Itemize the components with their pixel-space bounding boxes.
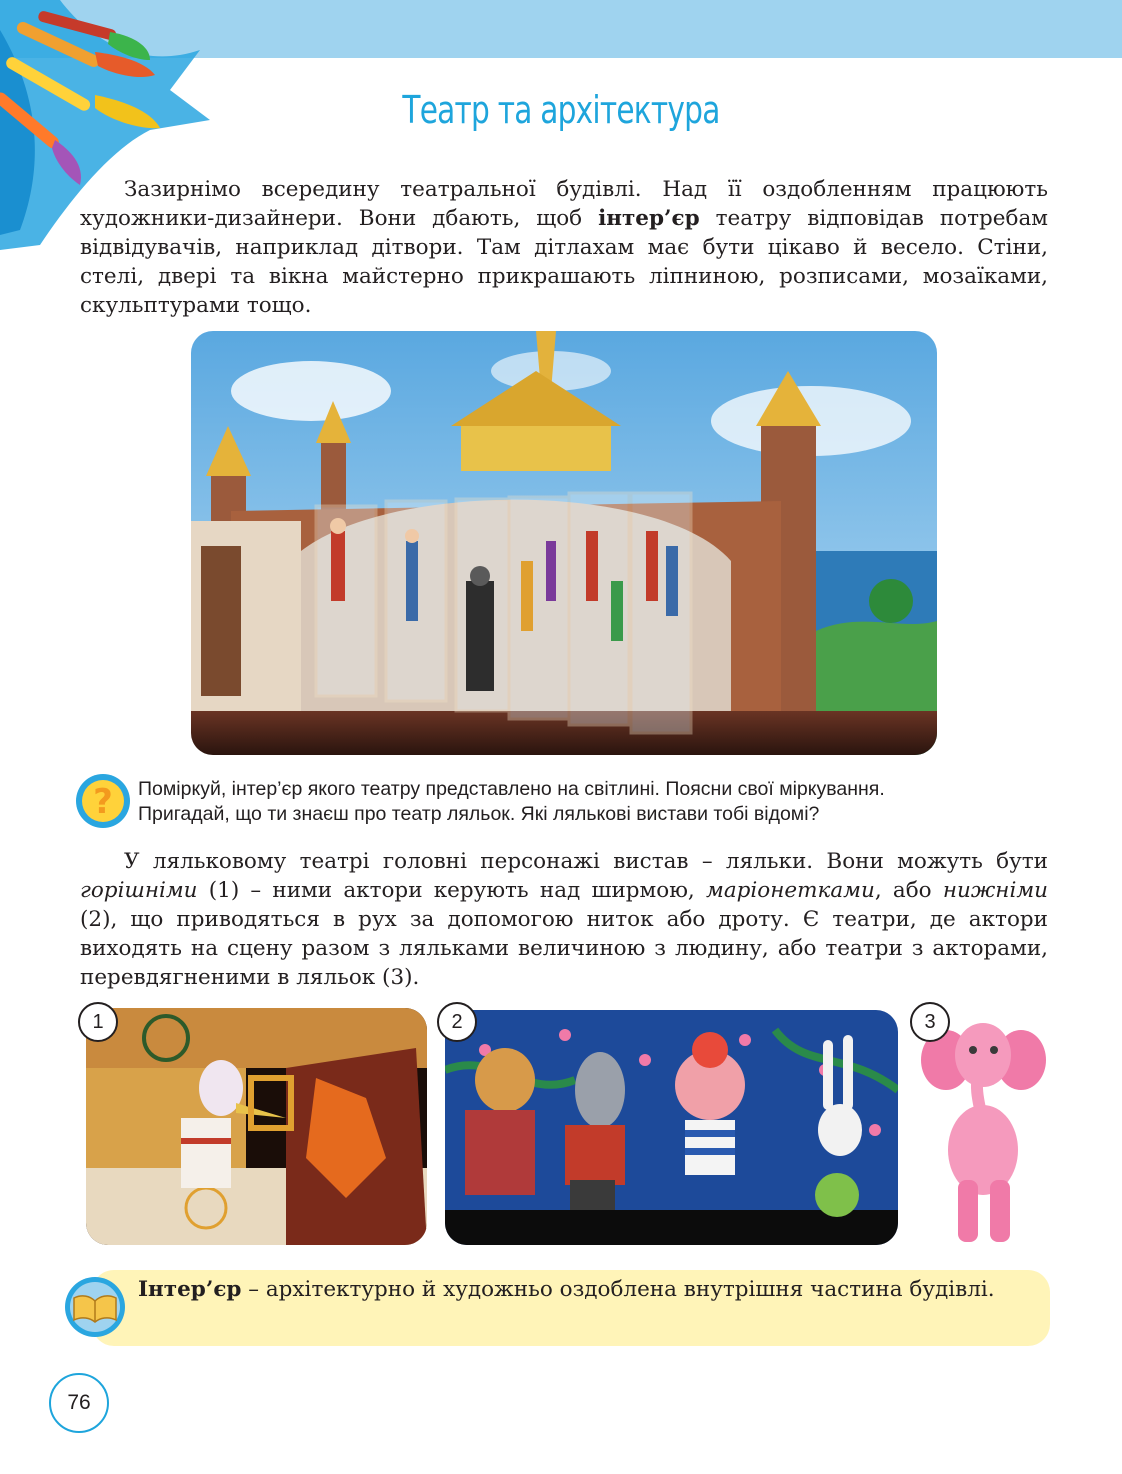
question-line-1: Поміркуй, інтер’єр якого театру представлено на світлині. Поясни свої міркування. [138, 778, 885, 800]
glove-puppets-photo [86, 1008, 427, 1245]
page-number: 76 [49, 1373, 109, 1433]
theatre-interior-photo [191, 331, 937, 755]
elephant-costume-photo [918, 1010, 1048, 1248]
term-interior: інтер’єр [598, 206, 700, 231]
marionettes-photo [445, 1010, 898, 1245]
definition-term: Інтер’єр [138, 1277, 242, 1302]
photo-number-1: 1 [78, 1002, 118, 1042]
photo-number-2: 2 [437, 1002, 477, 1042]
reflection-question [138, 777, 1058, 827]
book-icon [64, 1276, 126, 1338]
photo-number-3: 3 [910, 1002, 950, 1042]
intro-paragraph: Зазирнімо всередину театральної будівлі. Над її оздобленням працюють художники-дизайнери. Вони дбають, щоб інтер’єр театру відповідав потребам відвідувачів, наприклад дітвори. Там дітлахам має бути цікаво й весело. Стіни, стелі, двері та вікна майстерно прикрашають ліпниною, розписами, мозаїками, скульптурами тощо. [80, 177, 1048, 318]
puppets-paragraph: У ляльковому театрі головні персонажі вистав – ляльки. Вони можуть бути горішніми (1) – ними актори керують над ширмою, маріонетками, або нижніми (2), що приводяться в рух за допомогою ниток або дроту. Є театри, де актори виходять на сцену разом з ляльками величиною з людину, або театри з акторами, перевдягненими в ляльок (3). [80, 849, 1048, 990]
question-line-2: Пригадай, що ти знаєш про театр ляльок. Які лялькові вистави тобі відомі? [138, 803, 820, 825]
question-icon [75, 773, 131, 829]
svg-text:?: ? [93, 782, 113, 822]
page-title: Театр та архітектура [402, 88, 720, 132]
definition-text: Інтер’єр – архітектурно й художньо оздоблена внутрішня частина будівлі. [138, 1277, 995, 1302]
